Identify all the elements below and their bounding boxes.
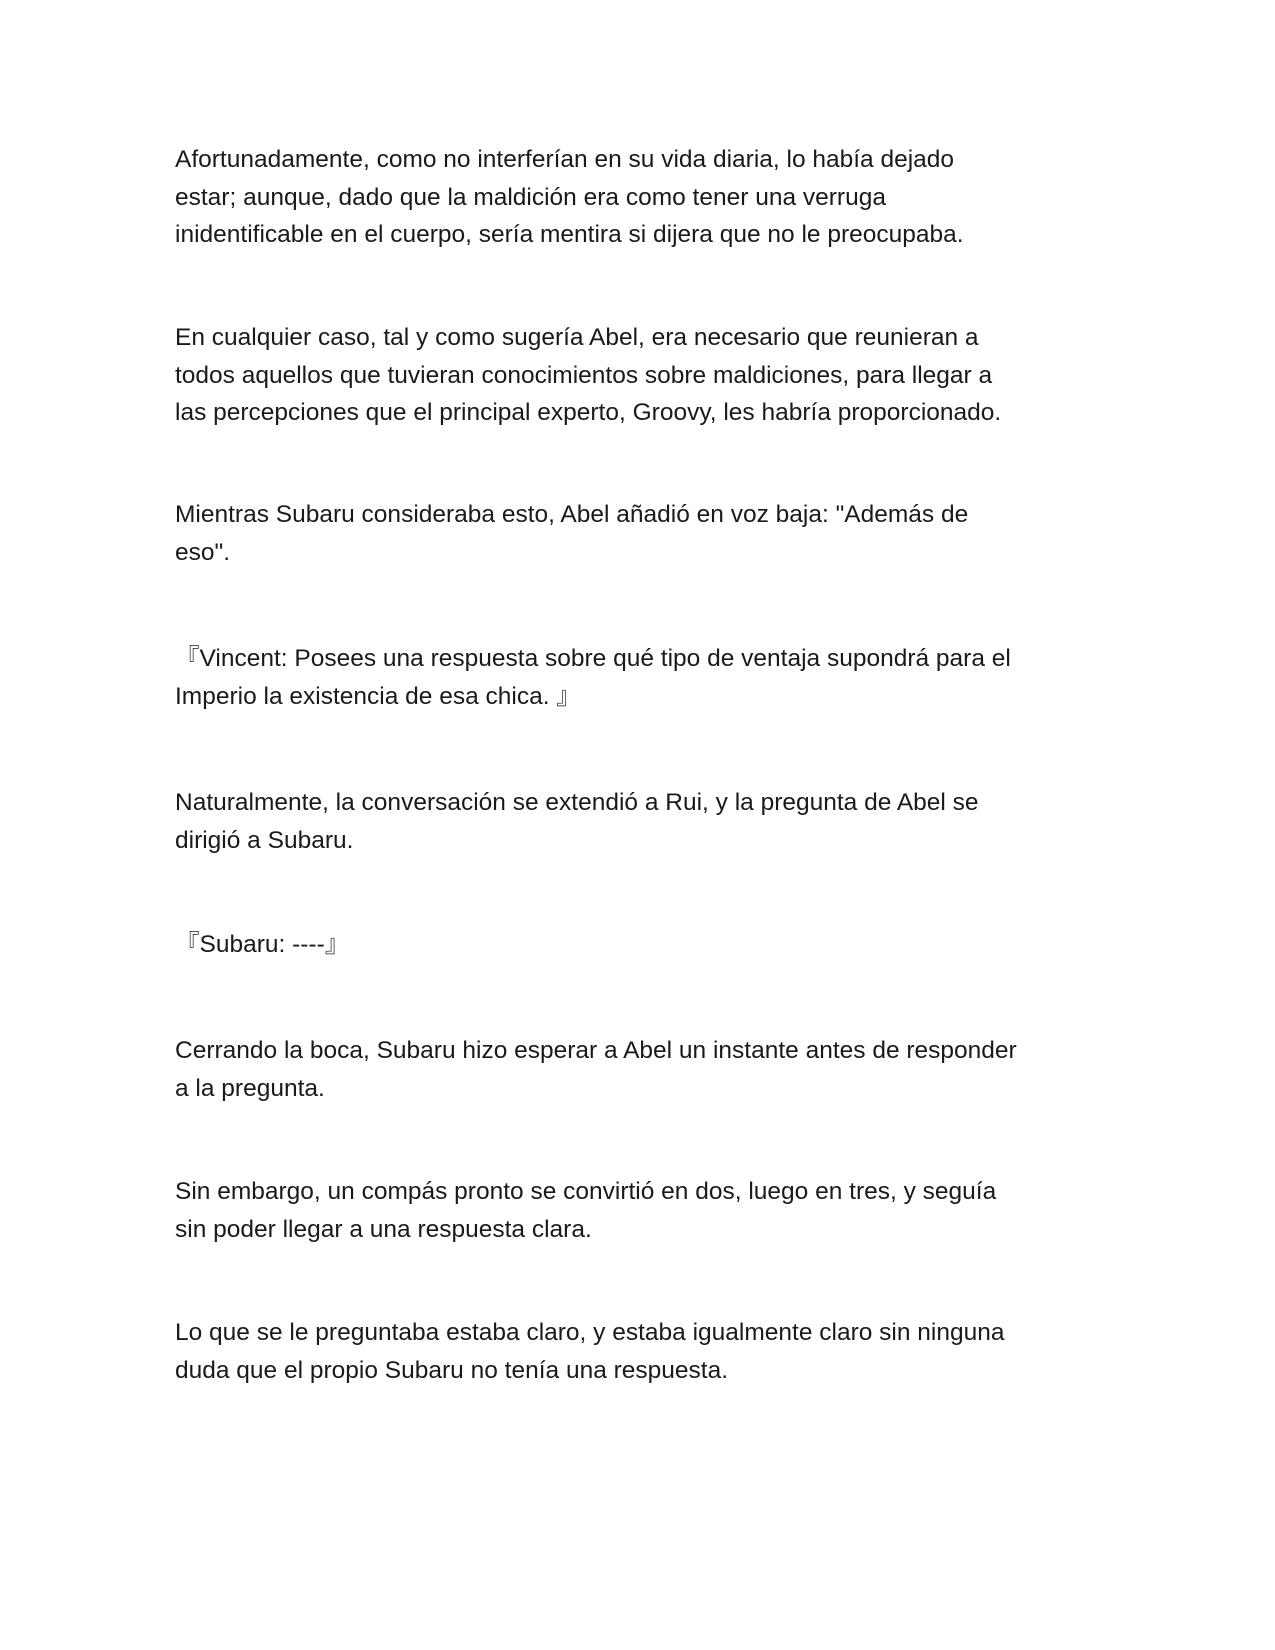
text-line: duda que el propio Subaru no tenía una respuesta.: [175, 1356, 729, 1384]
text-line: Afortunadamente, como no interferían en su vida diaria, lo había dejado: [175, 146, 955, 173]
text-line: En cualquier caso, tal y como sugería Abel, era necesario que reunieran a: [175, 324, 979, 351]
dialogue-paragraph: [175, 926, 1095, 964]
text-line: las percepciones que el principal experto, Groovy, les habría proporcionado.: [175, 399, 1002, 426]
paragraph: [175, 141, 1095, 254]
paragraph: [175, 319, 1095, 432]
paragraph: [175, 496, 1095, 571]
text-line: Imperio la existencia de esa chica. 』: [175, 682, 581, 710]
text-line: dirigió a Subaru.: [175, 826, 354, 854]
text-line: inidentificable en el cuerpo, sería mentira si dijera que no le preocupaba.: [175, 221, 964, 248]
text-line: sin poder llegar a una respuesta clara.: [175, 1215, 592, 1243]
paragraph: [175, 1173, 1095, 1248]
text-line: 『Subaru: ----』: [175, 931, 350, 958]
text-line: Sin embargo, un compás pronto se convirtió en dos, luego en tres, y seguía: [175, 1178, 997, 1205]
text-line: estar; aunque, dado que la maldición era como tener una verruga: [175, 183, 886, 211]
dialogue-paragraph: [175, 640, 1095, 715]
text-line: todos aquellos que tuvieran conocimientos sobre maldiciones, para llegar a: [175, 361, 993, 389]
text-line: Cerrando la boca, Subaru hizo esperar a Abel un instante antes de responder: [175, 1037, 1017, 1064]
text-line: Lo que se le preguntaba estaba claro, y estaba igualmente claro sin ninguna: [175, 1319, 1005, 1346]
text-line: Mientras Subaru consideraba esto, Abel añadió en voz baja: "Además de: [175, 501, 969, 528]
text-line: a la pregunta.: [175, 1074, 325, 1102]
paragraph: [175, 1314, 1095, 1389]
paragraph: [175, 784, 1095, 859]
text-line: 『Vincent: Posees una respuesta sobre qué tipo de ventaja supondrá para el: [175, 645, 1011, 672]
text-line: eso".: [175, 538, 231, 566]
text-line: Naturalmente, la conversación se extendió a Rui, y la pregunta de Abel se: [175, 789, 979, 816]
paragraph: [175, 1032, 1095, 1107]
